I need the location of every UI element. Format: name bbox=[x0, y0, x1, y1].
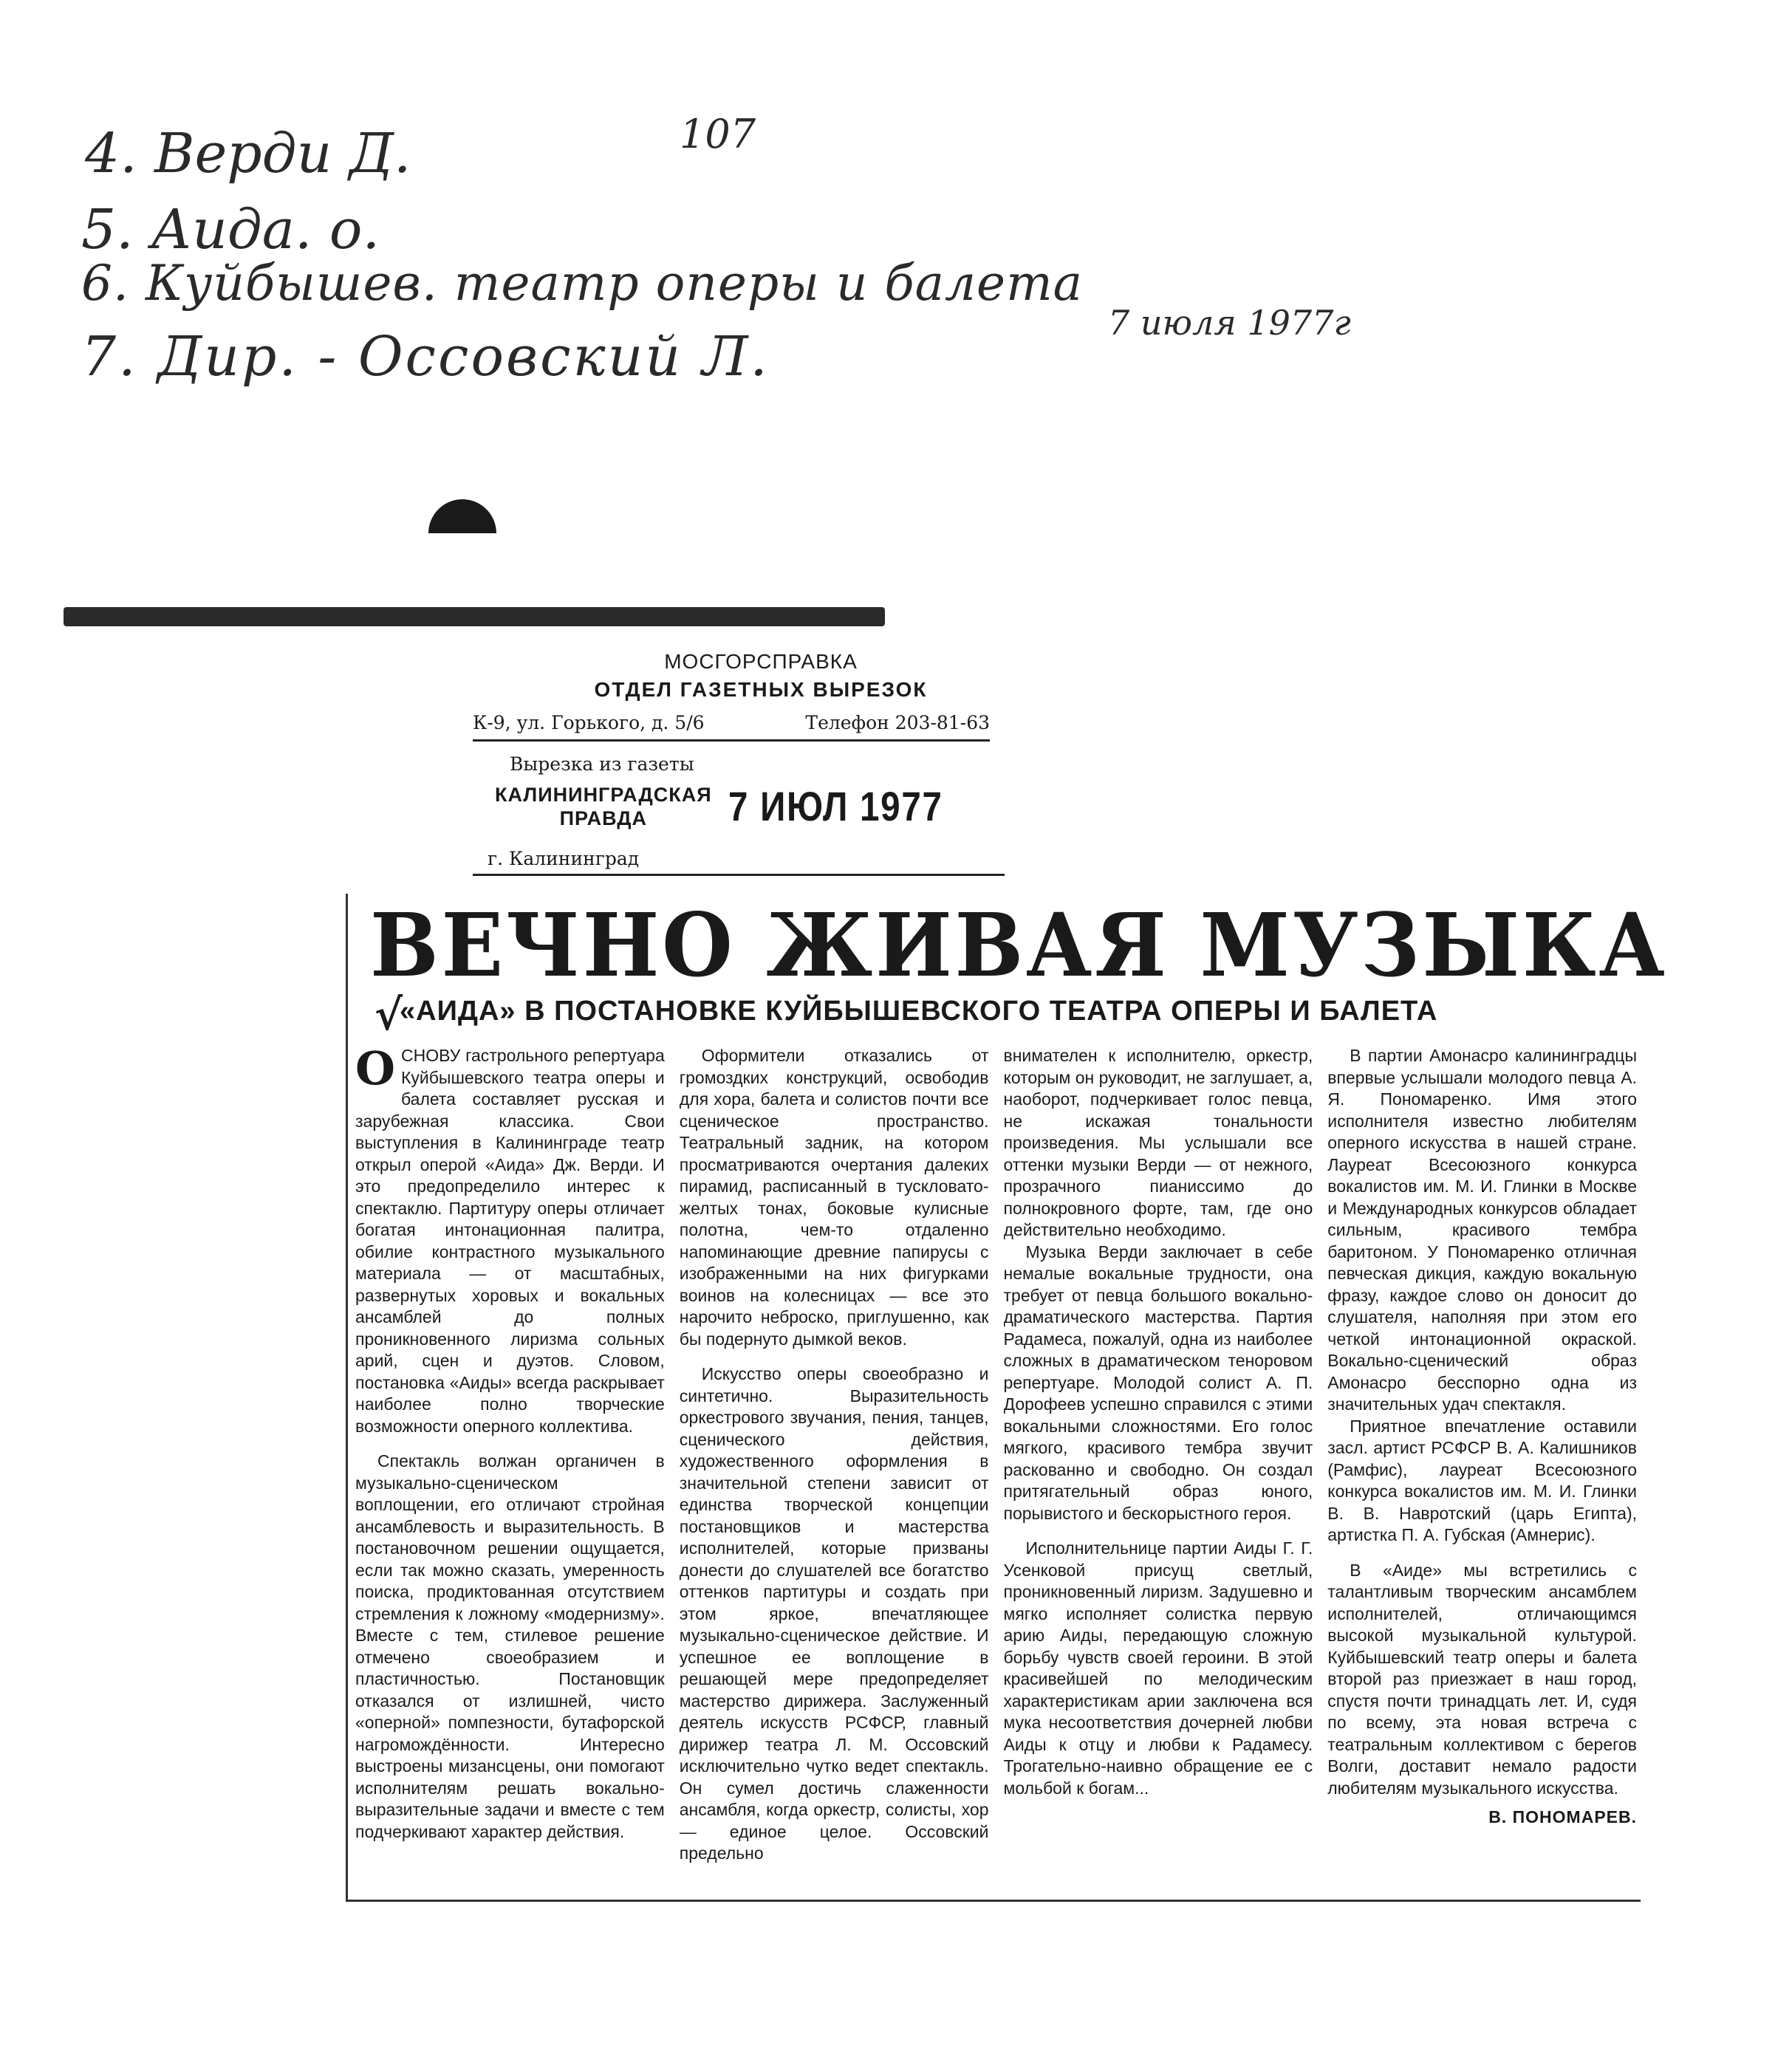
paragraph-text: СНОВУ гастрольного репертуара Куйбышевского театра оперы и балета составляет русская и зарубежная классика. Свои выступления в Калининграде театр открыл оперой «Аида» Дж. Верди. И это предопределило интерес к спектаклю. Партитуру оперы отличает богатая интонационная палитра, обилие контрастного музыкального материала — от масштабных, развернутых хоровых и вокальных ансамблей до полных проникновенного лиризма сольных арий, сцен и дуэтов. Словом, постановка «Аиды» всегда раскрывает наиболее полно творческие возможности оперного коллектива. bbox=[355, 1046, 665, 1436]
stamp-address: К-9, ул. Горького, д. 5/6 bbox=[473, 712, 705, 733]
stamp-clipping-label: Вырезка из газеты bbox=[510, 753, 694, 775]
handwritten-note-opera: 5. Аида. о. bbox=[81, 198, 380, 261]
stamp-date: 7 ИЮЛ 1977 bbox=[728, 783, 943, 829]
drop-cap: О bbox=[355, 1045, 396, 1095]
stamp-department: ОТДЕЛ ГАЗЕТНЫХ ВЫРЕЗОК bbox=[594, 678, 928, 701]
paragraph: Приятное впечатление оставили засл. артист РСФСР В. А. Калишников (Рамфис), лауреат Всесоюзного конкурса вокалистов им. М. И. Глинки В. В. Навротский (царь Египта), артистка П. А. Губская (Амнерис). bbox=[1327, 1416, 1637, 1544]
handwritten-date: 7 июля 1977г bbox=[1108, 303, 1351, 343]
article-column-1 bbox=[355, 1045, 665, 1883]
clipping-top-edge bbox=[64, 607, 885, 626]
article-column-3 bbox=[1004, 1045, 1313, 1883]
article-column-4 bbox=[1327, 1045, 1637, 1883]
article-column-2 bbox=[680, 1045, 989, 1883]
article-headline: ВЕЧНО ЖИВАЯ МУЗЫКА bbox=[370, 894, 1668, 996]
stamp-newspaper-line2: ПРАВДА bbox=[559, 807, 648, 829]
paragraph: внимателен к исполнителю, оркестр, которым он руководит, не заглушает, а, наоборот, подчеркивает голос певца, не искажая тональности произведения. Мы услышали все оттенки музыки Верди — от нежного, прозрачного пианиссимо до полнокровного форте, там, где оно действительно необходимо. bbox=[1003, 1046, 1313, 1239]
handwritten-page-number: 107 bbox=[680, 111, 756, 157]
paragraph: В партии Амонасро калининградцы впервые услышали молодого певца А. Я. Пономаренко. Имя этого исполнителя известно любителям оперного искусства в нашей стране. Лауреат Всесоюзного конкурса вокалистов им. М. И. Глинки в Москве и Международных конкурсов обладает сильным, красивого тембра баритоном. У Пономаренко отличная певческая дикция, каждую вокальную фразу, каждое слово он доносит до слушателя, наполняя при этом его четкой интонационной окраской. Вокально-сценический образ Амонасро бесспорно одна из значительных удач спектакля. bbox=[1327, 1046, 1637, 1414]
stamp-contact-line bbox=[473, 712, 990, 742]
paragraph: Искусство оперы своеобразно и синтетично. Выразительность оркестрового звучания, пения, танцев, сценического действия, художественного оформления в значительной степени зависит от единства творческой концепции постановщиков и мастерства исполнителей, которые призваны донести до слушателей все богатство оттенков партитуры и создать при этом яркое, впечатляющее музыкально-сценическое действие. И успешное ее воплощение в решающей мере предопределяет мастерство дирижера. Заслуженный деятель искусств РСФСР, главный дирижер театра Л. М. Оссовский исключительно чутко ведет спектакль. Он сумел достичь слаженности ансамбля, когда оркестр, солисты, хор — единое целое. Оссовский предельно bbox=[679, 1364, 989, 1863]
stamp-phone: Телефон 203-81-63 bbox=[805, 712, 990, 733]
article-subheadline: «АИДА» В ПОСТАНОВКЕ КУЙБЫШЕВСКОГО ТЕАТРА ОПЕРЫ И БАЛЕТА bbox=[400, 996, 1438, 1027]
clipping-service-stamp bbox=[473, 650, 990, 876]
stamp-newspaper-line1: КАЛИНИНГРАДСКАЯ bbox=[495, 783, 712, 806]
stamp-city: г. Калининград bbox=[473, 848, 1005, 876]
paragraph: В «Аиде» мы встретились с талантливым творческим ансамблем исполнителей, отличающимся высокой музыкальной культурой. Куйбышевский театр оперы и балета второй раз приезжает в наш город, спустя почти тринадцать лет. И, судя по всему, эта новая встреча с театральным коллективом с берегов Волги, доставит немало радости любителям музыкального искусства. bbox=[1327, 1560, 1637, 1798]
paragraph: Музыка Верди заключает в себе немалые вокальные трудности, она требует от певца большого вокально-драматического мастерства. Партия Радамеса, пожалуй, одна из наиболее сложных в драматическом теноровом репертуаре. Молодой солист А. П. Дорофеев успешно справился с этими вокальными сложностями. Его голос мягкого, красивого тембра звучит раскованно и свободно. Он создал притягательный образ юного, порывистого и бескорыстного героя. bbox=[1003, 1242, 1313, 1523]
article-body bbox=[355, 1045, 1637, 1883]
paragraph: Исполнительнице партии Аиды Г. Г. Усенковой присущ светлый, проникновенный лиризм. Задушевно и мягко исполняет солистка первую арию Аиды, передающую сложную борьбу чувств своей героини. В этой красивейшей по мелодическим характеристикам арии заключена вся мука несоответствия дочерней любви Аиды к отцу и любви к Радамесу. Трогательно-наивно обращение ее с мольбой к богам... bbox=[1003, 1538, 1313, 1798]
paragraph bbox=[355, 1045, 665, 1437]
stamp-agency: МОСГОРСПРАВКА bbox=[664, 650, 858, 673]
article-byline: В. ПОНОМАРЕВ. bbox=[1488, 1807, 1637, 1826]
punch-hole-mark bbox=[428, 499, 496, 533]
handwritten-note-composer: 4. Верди Д. bbox=[85, 122, 411, 185]
stamp-newspaper-name bbox=[495, 783, 712, 830]
stamp-newspaper-row bbox=[495, 782, 990, 830]
checkmark-icon: √ bbox=[375, 990, 403, 1040]
paragraph: Спектакль волжан органичен в музыкально-сценическом воплощении, его отличают стройная ансамблевость и выразительность. В постановочном решении ощущается, если так можно сказать, умеренность поиска, продиктованная отсутствием стремления к ложному «модернизму». Вместе с тем, стилевое решение отмечено своеобразием и пластичностью. Постановщик отказался от излишней, чисто «оперной» помпезности, бутафорской нагромождённости. Интересно выстроены мизансцены, они помогают исполнителям решать вокально-выразительные задачи и вместе с тем подчеркивают характер действия. bbox=[355, 1451, 665, 1841]
handwritten-note-conductor: 7. Дир. - Оссовский Л. bbox=[81, 325, 770, 388]
newspaper-article bbox=[346, 894, 1668, 1902]
handwritten-note-theatre: 6. Куйбышев. театр оперы и балета bbox=[81, 255, 1084, 312]
paragraph: Оформители отказались от громоздких конструкций, освободив для хора, балета и солистов почти все сценическое пространство. Театральный задник, на котором просматриваются очертания далеких пирамид, расписанный в тускловато-желтых тонах, боковые кулисные полотна, чем-то отдаленно напоминающие древние папирусы с изображенными на них фигурками воинов на колесницах — все это нарочито неброско, приглушенно, как бы подернуто дымкой веков. bbox=[679, 1046, 989, 1349]
